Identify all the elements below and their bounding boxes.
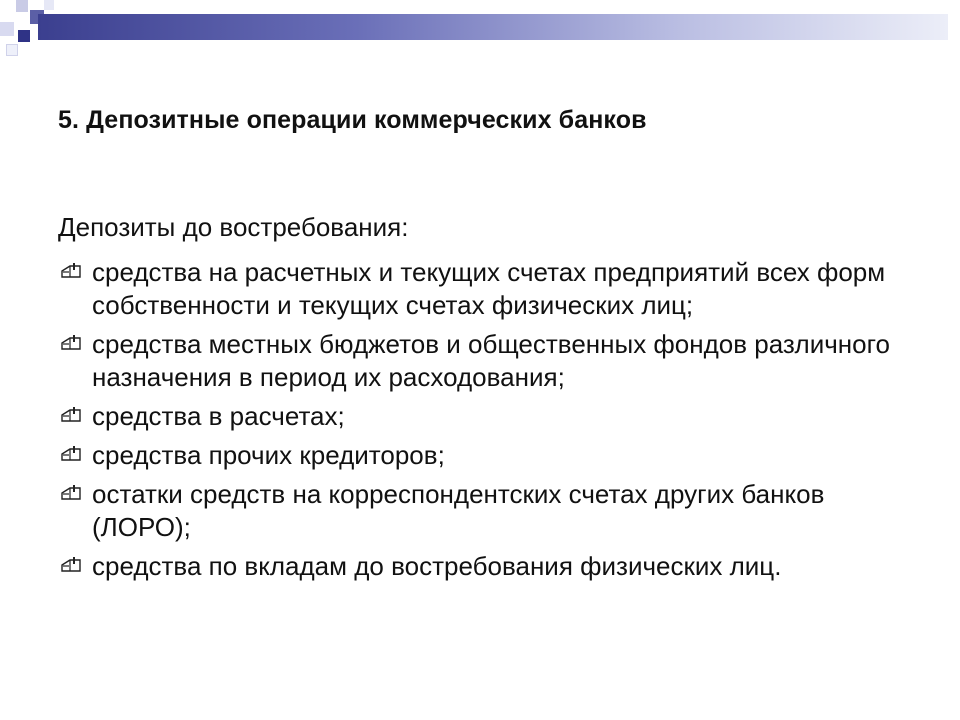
decor-square xyxy=(44,0,54,10)
list-item xyxy=(58,256,908,322)
decor-square xyxy=(18,30,30,42)
section-lead: Депозиты до востребования: xyxy=(58,212,409,242)
mailbox-icon xyxy=(58,439,92,467)
mailbox-icon xyxy=(58,256,92,284)
bullet-text: средства местных бюджетов и общественных фондов различного назначения в период их расходования; xyxy=(92,329,890,392)
slide-title: 5. Депозитные операции коммерческих банков xyxy=(58,106,647,134)
bullet-text: средства в расчетах; xyxy=(92,401,345,431)
mailbox-icon xyxy=(58,400,92,428)
list-item xyxy=(58,550,908,583)
mailbox-icon xyxy=(58,478,92,506)
header-band xyxy=(38,14,948,40)
decor-square xyxy=(0,22,14,36)
mailbox-icon xyxy=(58,328,92,356)
list-item xyxy=(58,478,908,544)
list-item xyxy=(58,400,908,433)
list-item xyxy=(58,439,908,472)
bullet-text: средства прочих кредиторов; xyxy=(92,440,445,470)
mailbox-icon xyxy=(58,550,92,578)
bullet-list xyxy=(58,256,908,589)
bullet-text: средства по вкладам до востребования физических лиц. xyxy=(92,551,782,581)
list-item xyxy=(58,328,908,394)
decor-square xyxy=(16,0,28,12)
bullet-text: остатки средств на корреспондентских счетах других банков (ЛОРО); xyxy=(92,479,825,542)
decor-square xyxy=(6,44,18,56)
bullet-text: средства на расчетных и текущих счетах предприятий всех форм собственности и текущих счетах физических лиц; xyxy=(92,257,886,320)
